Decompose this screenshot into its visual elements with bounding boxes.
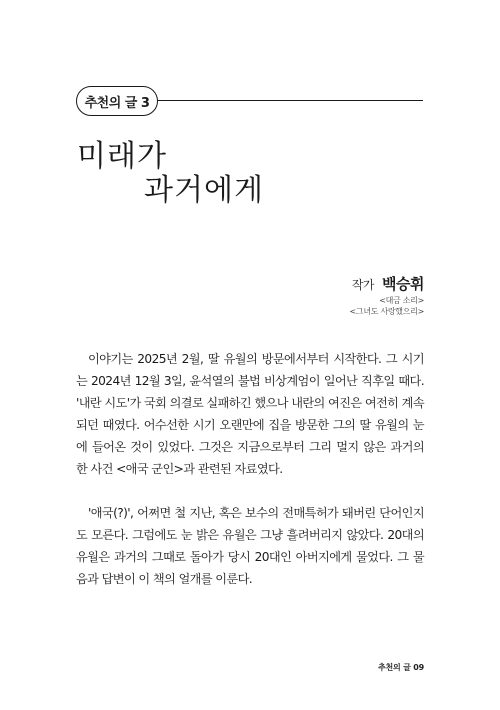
author-name: 백승휘: [382, 275, 424, 293]
paragraph-1: 이야기는 2025년 2월, 딸 유월의 방문에서부터 시작한다. 그 시기는 2024년 12월 3일, 윤석열의 불법 비상계엄이 일어난 직후일 때다. '내란 시도'가 국회 의결로 실패하긴 했으나 내란의 여진은 여전히 계속되던 때였다. 어수선한 시기 오랜만에 집을 방문한 그의 딸 유월의 눈에 들어온 것이 있었다. 그것은 지금으로부터 그리 멀지 않은 과거의 한 사건 <애국 군인>과 관련된 자료였다.: [76, 352, 424, 476]
author-work-1: <대금 소리>: [379, 296, 424, 305]
author-label: 작가: [351, 278, 375, 292]
author-work-2: <그녀도 사랑했으리>: [349, 307, 424, 316]
section-tag: 추천의 글 3: [76, 86, 158, 116]
paragraph-2: '애국(?)', 어쩌면 철 지난, 혹은 보수의 전매특허가 돼버린 단어인지도 모른다. 그럼에도 눈 밝은 유월은 그냥 흘려버리지 않았다. 20대의 유월은 과거의 그때로 돌아가 당시 20대인 아버지에게 물었다. 그 물음과 답변이 이 책의 얼개를 이룬다.: [76, 506, 424, 586]
body-text: [76, 348, 424, 590]
title-line-1: 미래가: [77, 139, 167, 174]
title-line-2: 과거에게: [144, 173, 264, 208]
section-divider-line: [157, 100, 423, 101]
author-line: [352, 273, 424, 294]
page-footer: 추천의 글 09: [377, 663, 424, 672]
author-works: [350, 295, 424, 317]
